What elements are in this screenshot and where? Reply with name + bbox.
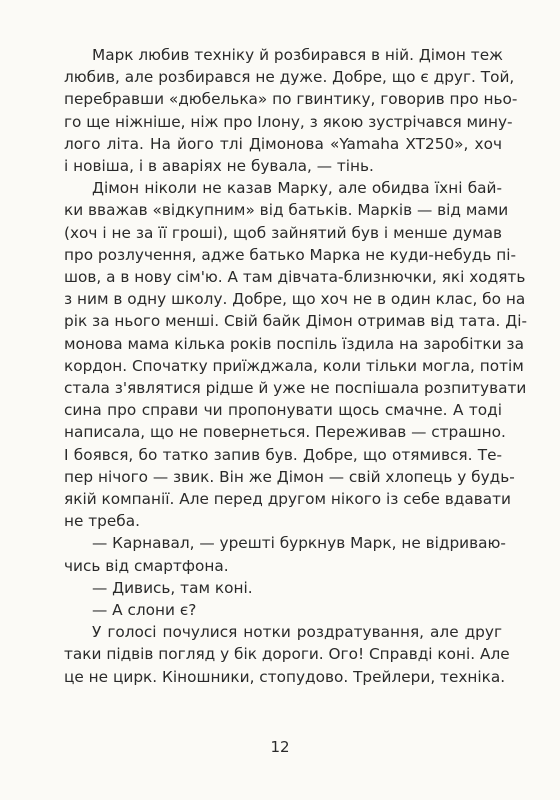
- text-line: монова мама кілька років поспіль їздила на заробітки за: [64, 334, 524, 353]
- text-line: і новіша, і в аваріях не бувала, — тінь.: [64, 157, 374, 176]
- text-line: го ще ніжніше, ніж про Ілону, з якою зустрічався мину-: [64, 112, 513, 131]
- text-line: І боявся, бо татко запив був. Добре, що отямився. Те-: [64, 445, 502, 464]
- text-line: лого літа. На його тлі Дімонова «Yamaha XT250», хоч: [64, 134, 502, 153]
- text-line: чись від смартфона.: [64, 556, 229, 575]
- paragraph: [64, 599, 502, 621]
- text-line: про розлучення, адже батько Марка не куди-небудь пі-: [64, 245, 517, 264]
- text-line: якій компанії. Але перед другом нікого із себе вдавати: [64, 490, 511, 509]
- text-line: шов, а в нову сім'ю. А там дівчата-близнючки, які ходять: [64, 268, 526, 287]
- text-line: любив, але розбирався не дуже. Добре, що є друг. Той,: [64, 68, 515, 87]
- body-text: [64, 44, 527, 688]
- text-line: написала, що не повернеться. Переживав — страшно.: [64, 423, 506, 442]
- text-line: — А слони є?: [92, 601, 197, 620]
- text-line: не треба.: [64, 512, 140, 531]
- text-line: з ним в одну школу. Добре, що хоч не в один клас, бо на: [64, 290, 526, 309]
- text-line: сина про справи чи пропонувати щось смачне. А тоді: [64, 401, 502, 420]
- paragraph: [64, 577, 502, 599]
- paragraph: [64, 44, 518, 177]
- text-line: рік за нього менші. Свій байк Дімон отримав від тата. Ді-: [64, 312, 527, 331]
- paragraph: [64, 532, 506, 576]
- text-line: таки підвів погляд у бік дороги. Ого! Справді коні. Але: [64, 645, 510, 664]
- text-line: У голосі почулися нотки роздратування, але друг: [92, 623, 502, 642]
- text-line: Марк любив техніку й розбирався в ній. Дімон теж: [92, 46, 503, 64]
- text-line: стала з'являтися рідше й уже не поспішала розпитувати: [64, 379, 527, 398]
- paragraph: [64, 621, 510, 688]
- paragraph: [64, 177, 527, 532]
- text-line: Дімон ніколи не казав Марку, але обидва їхні бай-: [92, 179, 502, 198]
- text-line: це не цирк. Кіношники, стопудово. Трейлери, техніка.: [64, 667, 506, 686]
- text-line: ки вважав «відкупним» від батьків. Марків — від мами: [64, 201, 509, 220]
- text-line: (хоч і не за її гроші), щоб зайнятий був і менше думав: [64, 223, 502, 242]
- page-number: 12: [270, 738, 290, 756]
- text-line: кордон. Спочатку приїжджала, коли тільки могла, потім: [64, 356, 524, 375]
- text-line: перебравши «дюбелька» по гвинтику, говорив про ньо-: [64, 90, 518, 109]
- text-line: — Дивись, там коні.: [92, 578, 253, 597]
- text-line: пер нічого — звик. Він же Дімон — свій хлопець у будь-: [64, 467, 515, 486]
- text-line: — Карнавал, — урешті буркнув Марк, не відриваю-: [92, 534, 506, 553]
